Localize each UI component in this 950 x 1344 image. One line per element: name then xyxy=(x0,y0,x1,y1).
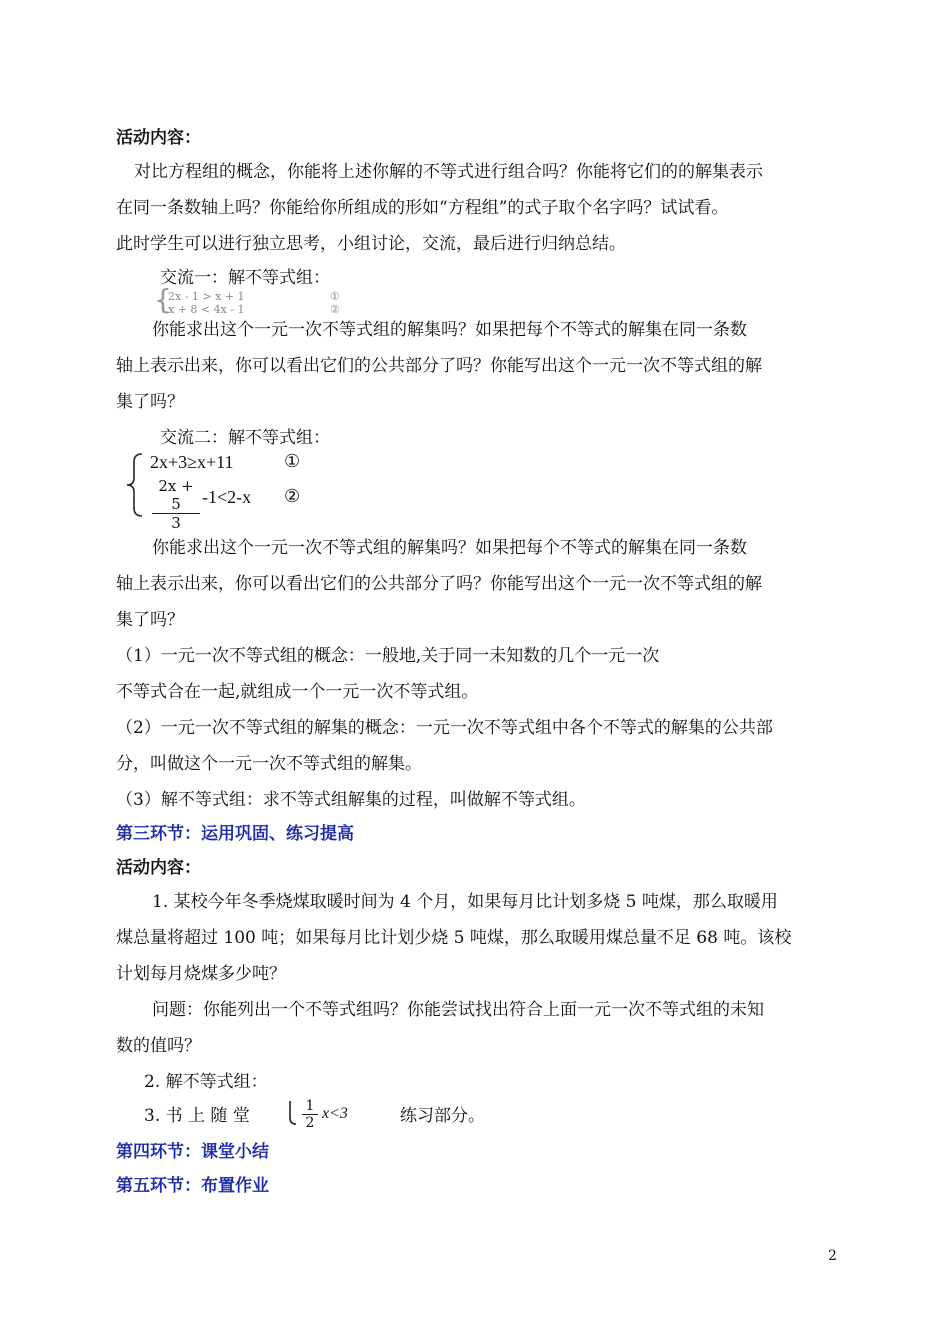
page-number: 2 xyxy=(828,1248,837,1264)
fraction-denominator: 3 xyxy=(171,514,181,532)
question-line: 数的值吗？ xyxy=(116,1036,201,1056)
fraction-numerator: 2x + 5 xyxy=(152,477,200,514)
brace-fragment-icon xyxy=(284,1100,298,1130)
inequality-2: x + 8 < 4x - 1 xyxy=(168,303,245,316)
paragraph-line: 此时学生可以进行独立思考，小组讨论，交流，最后进行归纳总结。 xyxy=(116,234,626,254)
problem-three-expression: x<3 xyxy=(322,1105,348,1122)
paragraph-line: 对比方程组的概念，你能将上述你解的不等式进行组合吗？你能将它们的的解集表示 xyxy=(134,162,763,182)
problem-line: 1. 某校今年冬季烧煤取暖时间为 4 个月，如果每月比计划多烧 5 吨煤，那么取暖用 xyxy=(152,892,778,912)
concept-line: （3）解不等式组：求不等式组解集的过程，叫做解不等式组。 xyxy=(116,790,586,810)
problem-line: 煤总量将超过 100 吨；如果每月比计划少烧 5 吨煤，那么取暖用煤总量不足 68 吨。该校 xyxy=(116,928,792,948)
question-line: 问题：你能列出一个不等式组吗？你能尝试找出符合上面一元一次不等式组的未知 xyxy=(152,1000,764,1020)
inequality-2-mark: ② xyxy=(330,303,340,316)
inequality-1: 2x+3≥x+11 xyxy=(150,452,234,472)
inequality-1-mark: ① xyxy=(330,290,340,303)
inequality-1-mark: ① xyxy=(284,451,301,472)
inequality-2-mark: ② xyxy=(284,486,301,507)
problem-line: 计划每月烧煤多少吨？ xyxy=(116,964,286,984)
paragraph-line: 轴上表示出来，你可以看出它们的公共部分了吗？你能写出这个一元一次不等式组的解 xyxy=(116,574,762,594)
concept-line: 分，叫做这个一元一次不等式组的解集。 xyxy=(116,754,422,774)
paragraph-line: 你能求出这个一元一次不等式组的解集吗？如果把每个不等式的解集在同一条数 xyxy=(152,320,747,340)
inequality-2: -1<2-x xyxy=(202,487,252,507)
left-brace-icon: { xyxy=(154,283,172,316)
activity-heading: 活动内容： xyxy=(116,858,201,878)
section-three-heading: 第三环节：运用巩固、练习提高 xyxy=(116,824,354,844)
problem-three-prefix: 3. 书 上 随 堂 xyxy=(144,1106,250,1126)
activity-heading: 活动内容： xyxy=(116,128,201,148)
paragraph-line: 集了吗？ xyxy=(116,392,184,412)
paragraph-line: 集了吗？ xyxy=(116,610,184,630)
paragraph-line: 轴上表示出来，你可以看出它们的公共部分了吗？你能写出这个一元一次不等式组的解 xyxy=(116,356,762,376)
paragraph-line: 在同一条数轴上吗？你能给你所组成的形如“方程组”的式子取个名字吗？试试看。 xyxy=(116,198,729,218)
concept-line: （1）一元一次不等式组的概念：一般地,关于同一未知数的几个一元一次 xyxy=(116,646,660,666)
section-four-heading: 第四环节：课堂小结 xyxy=(116,1142,269,1162)
fraction-denominator: 2 xyxy=(305,1115,315,1131)
section-five-heading: 第五环节：布置作业 xyxy=(116,1176,269,1196)
paragraph-line: 你能求出这个一元一次不等式组的解集吗？如果把每个不等式的解集在同一条数 xyxy=(152,538,747,558)
problem-three-suffix: 练习部分。 xyxy=(400,1106,485,1126)
fraction xyxy=(302,1098,318,1131)
problem-two: 2. 解不等式组： xyxy=(144,1072,268,1092)
exchange-two-title: 交流二：解不等式组： xyxy=(160,428,330,448)
fraction xyxy=(152,477,200,532)
inequality-1: 2x - 1 > x + 1 xyxy=(168,290,245,303)
concept-line: 不等式合在一起,就组成一个一元一次不等式组。 xyxy=(116,682,479,702)
exchange-one-title: 交流一：解不等式组： xyxy=(160,268,330,288)
concept-line: （2）一元一次不等式组的解集的概念：一元一次不等式组中各个不等式的解集的公共部 xyxy=(116,718,773,738)
left-brace-icon xyxy=(124,452,146,518)
fraction-numerator: 1 xyxy=(302,1098,318,1115)
